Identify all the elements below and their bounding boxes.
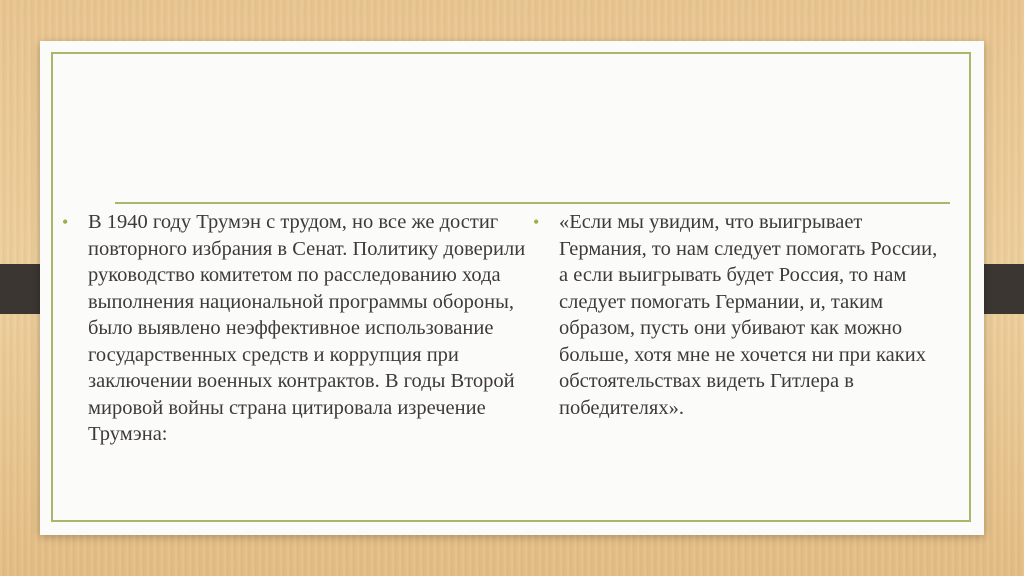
left-bullet-item [59, 209, 529, 448]
title-divider [115, 202, 950, 204]
right-bullet-item [530, 209, 940, 421]
right-content-column [530, 209, 940, 421]
bullet-icon: • [62, 212, 69, 232]
left-content-column [59, 209, 529, 448]
slide-card [40, 41, 984, 535]
bullet-icon: • [533, 212, 540, 232]
left-bullet-text: В 1940 году Трумэн с трудом, но все же достиг повторного избрания в Сенат. Политику доверили руководство комитетом по расследованию хода выполнения национальной программы обороны, было выявлено неэффективное использование государственных средств и коррупция при заключении военных контрактов. В годы Второй мировой войны страна цитировала изречение Трумэна: [88, 211, 526, 445]
right-bullet-text: «Если мы увидим, что выигрывает Германия, то нам следует помогать России, а если выигрывать будет Россия, то нам следует помогать Германии, и, таким образом, пусть они убивают как можно больше, хотя мне не хочется ни при каких обстоятельствах видеть Гитлера в победителях». [559, 211, 938, 419]
